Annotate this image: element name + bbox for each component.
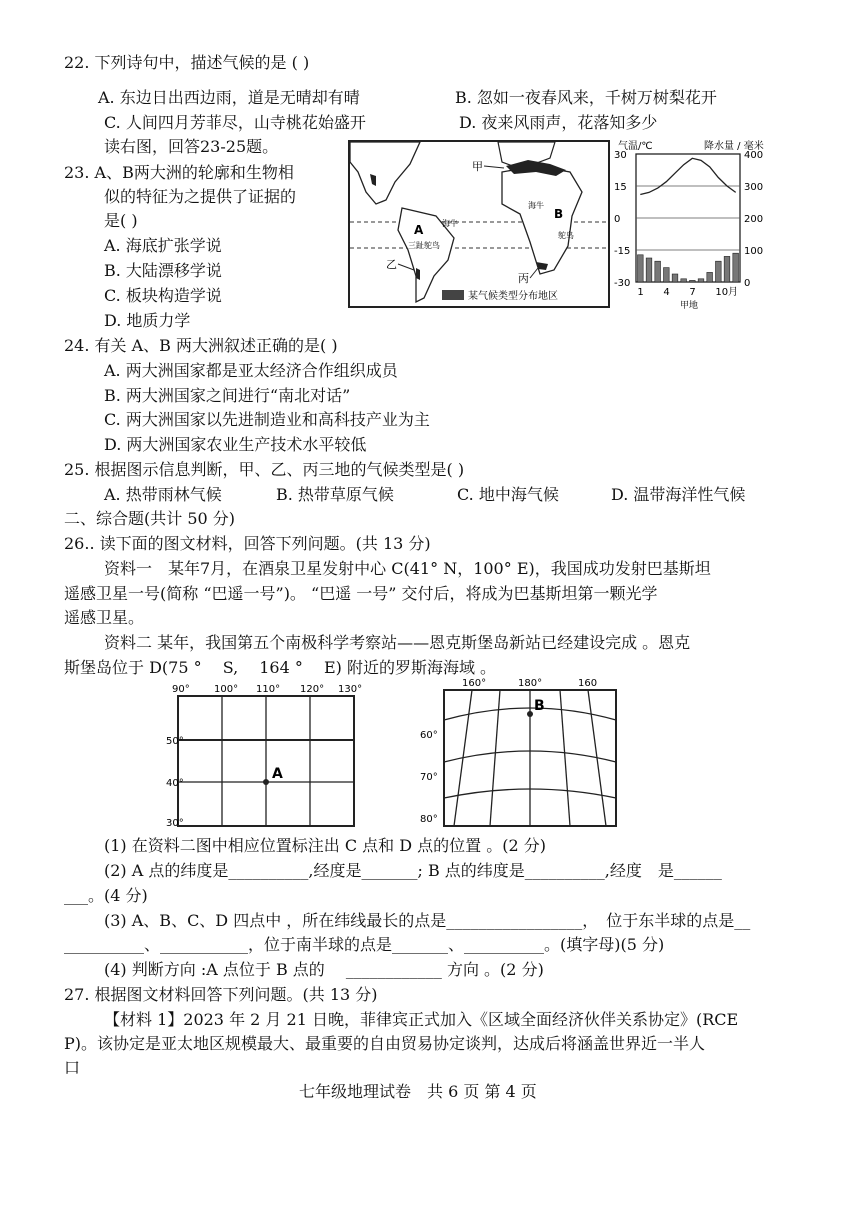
climate-right-tick: 100: [744, 246, 764, 257]
q23-option-b: B. 大陆漂移学说: [104, 261, 222, 280]
grid2-top-160e: 160: [578, 678, 598, 689]
grid2-top-160w: 160°: [462, 678, 487, 689]
q27-stem: 27. 根据图文材料回答下列问题。(共 13 分): [64, 985, 378, 1004]
latlon-grid-b: [410, 676, 620, 828]
q26-part-3-line-2: __________、___________，位于南半球的点是_______、__________。(填字母)(5 分): [64, 935, 665, 954]
climate-right-tick: 300: [744, 182, 764, 193]
grid1-left-30: 30°: [166, 818, 184, 829]
climate-left-tick: 0: [614, 214, 621, 225]
grid1-point-a: A: [272, 766, 283, 782]
climate-x-tick: 7: [689, 287, 696, 298]
q24-option-d: D. 两大洲国家农业生产技术水平较低: [104, 435, 367, 454]
label-hainiu-2: 海牛: [528, 201, 544, 210]
q26-part-4: (4) 判断方向 :A 点位于 B 点的 ____________ 方向 。(2 分): [104, 960, 544, 979]
climate-left-tick: 30: [614, 150, 627, 161]
q27-material-1-line-3: 口: [64, 1058, 81, 1077]
q26-material-2-line-2: 斯堡岛位于 D(75 ° S, 164 ° E) 附近的罗斯海海域 。: [64, 658, 497, 677]
q22-option-a: A. 东边日出西边雨，道是无晴却有晴: [98, 88, 360, 107]
climate-place: 甲地: [680, 301, 699, 311]
grid1-top-130: 130°: [338, 684, 363, 695]
q24-stem: 24. 有关 A、B 两大洲叙述正确的是( ): [64, 336, 338, 355]
climate-left-tick: -30: [614, 278, 631, 289]
latlon-grid-a: [168, 682, 368, 828]
q23-stem-2: 似的特征为之提供了证据的: [104, 187, 297, 206]
q27-material-1-line-1: 【材料 1】2023 年 2 月 21 日晚，菲律宾正式加入《区域全面经济伙伴关系协定》(RCE: [104, 1010, 739, 1029]
grid1-left-40: 40°: [166, 778, 184, 789]
q25-stem: 25. 根据图示信息判断，甲、乙、丙三地的气候类型是( ): [64, 460, 465, 479]
label-A: A: [414, 223, 424, 237]
precip-bar: [681, 279, 687, 282]
label-B: B: [554, 207, 564, 221]
precip-bar: [733, 253, 739, 282]
climate-x-tick: 月: [728, 287, 738, 298]
precip-bar: [638, 255, 644, 282]
q26-material-2-line-1: 资料二 某年，我国第五个南极科学考察站——恩克斯堡岛新站已经建设完成 。恩克: [104, 633, 691, 652]
grid2-point-b: B: [534, 698, 545, 714]
label-tuoniao-2: 鸵鸟: [558, 231, 574, 240]
precip-bar: [664, 268, 670, 282]
map-legend: 某气候类型分布地区: [468, 291, 558, 302]
q26-part-2-line-2: ___。(4 分): [64, 886, 148, 905]
climate-ylabel-right: 降水量 / 毫米: [704, 141, 764, 152]
q26-material-1-line-1: 资料一 某年7月，在酒泉卫星发射中心 C(41° N，100° E)，我国成功发射巴基斯坦: [104, 559, 711, 578]
grid1-top-120: 120°: [300, 684, 325, 695]
q25-option-b: B. 热带草原气候: [276, 485, 394, 504]
climate-x-tick: 4: [663, 287, 670, 298]
page-footer: 七年级地理试卷 共 6 页 第 4 页: [299, 1082, 537, 1101]
climate-x-tick: 10: [715, 287, 729, 298]
climate-x-tick: 1: [637, 287, 644, 298]
q23-stem-3: 是( ): [104, 211, 138, 230]
q26-part-2-line-1: (2) A 点的纬度是__________,经度是_______; B 点的纬度是__________,经度 是______: [104, 861, 722, 880]
q27-material-1-line-2: P)。该协定是亚太地区规模最大、最重要的自由贸易协定谈判，达成后将涵盖世界近一半人: [64, 1034, 706, 1053]
q22-stem: 22. 下列诗句中，描述气候的是 ( ): [64, 53, 310, 72]
climate-chart: [612, 138, 772, 310]
q22-option-b: B. 忽如一夜春风来，千树万树梨花开: [455, 88, 717, 107]
precip-bar: [672, 274, 678, 282]
label-yi: 乙: [386, 258, 397, 271]
climate-left-tick: 15: [614, 182, 627, 193]
grid2-top-180: 180°: [518, 678, 543, 689]
precip-bar: [707, 272, 713, 282]
label-tuoniao-1: 三趾鸵鸟: [408, 241, 440, 250]
temperature-line: [640, 158, 735, 194]
climate-right-tick: 400: [744, 150, 764, 161]
grid1-top-110: 110°: [256, 684, 281, 695]
q23-option-d: D. 地质力学: [104, 311, 191, 330]
label-bing: 丙: [518, 272, 529, 285]
grid1-left-50: 50°: [166, 736, 184, 747]
q23-option-a: A. 海底扩张学说: [104, 236, 222, 255]
intro-23-25: 读右图，回答23-25题。: [104, 137, 279, 156]
label-jia: 甲: [472, 160, 483, 173]
q26-part-1: (1) 在资料二图中相应位置标注出 C 点和 D 点的位置 。(2 分): [104, 836, 547, 855]
precip-bar: [646, 258, 652, 282]
climate-left-tick: -15: [614, 246, 631, 257]
precip-bar: [690, 280, 696, 282]
precip-bar: [655, 261, 661, 282]
q26-material-1-line-2: 遥感卫星一号(简称 “巴遥一号”)。 “巴遥 一号” 交付后，将成为巴基斯坦第一颗光学: [64, 584, 658, 603]
grid2-left-60: 60°: [420, 730, 438, 741]
q25-option-d: D. 温带海洋性气候: [611, 485, 746, 504]
climate-right-tick: 200: [744, 214, 764, 225]
label-hainiu-1: 海牛: [442, 219, 458, 228]
grid2-left-80: 80°: [420, 814, 438, 825]
precip-bar: [724, 256, 730, 282]
section-2-title: 二、综合题(共计 50 分): [64, 509, 236, 528]
q24-option-a: A. 两大洲国家都是亚太经济合作组织成员: [104, 361, 398, 380]
climate-right-tick: 0: [744, 278, 751, 289]
q22-option-c: C. 人间四月芳菲尽，山寺桃花始盛开: [104, 113, 366, 132]
grid1-top-100: 100°: [214, 684, 239, 695]
q22-option-d: D. 夜来风雨声，花落知多少: [459, 113, 658, 132]
q26-stem: 26.. 读下面的图文材料，回答下列问题。(共 13 分): [64, 534, 431, 553]
q25-option-a: A. 热带雨林气候: [104, 485, 222, 504]
q24-option-b: B. 两大洲国家之间进行“南北对话”: [104, 386, 351, 405]
precip-bar: [698, 279, 704, 282]
precip-bar: [716, 261, 722, 282]
grid1-top-90: 90°: [172, 684, 190, 695]
grid2-left-70: 70°: [420, 772, 438, 783]
climate-ylabel-left: 气温/℃: [618, 141, 653, 152]
q26-material-1-line-3: 遥感卫星。: [64, 608, 145, 627]
q24-option-c: C. 两大洲国家以先进制造业和高科技产业为主: [104, 410, 430, 429]
q25-option-c: C. 地中海气候: [457, 485, 559, 504]
q23-option-c: C. 板块构造学说: [104, 286, 222, 305]
continent-map: [348, 140, 610, 308]
q23-stem-1: 23. A、B两大洲的轮廓和生物相: [64, 163, 294, 182]
q26-part-3-line-1: (3) A、B、C、D 四点中 ，所在纬线最长的点是_________________， 位于东半球的点是__: [104, 911, 751, 930]
